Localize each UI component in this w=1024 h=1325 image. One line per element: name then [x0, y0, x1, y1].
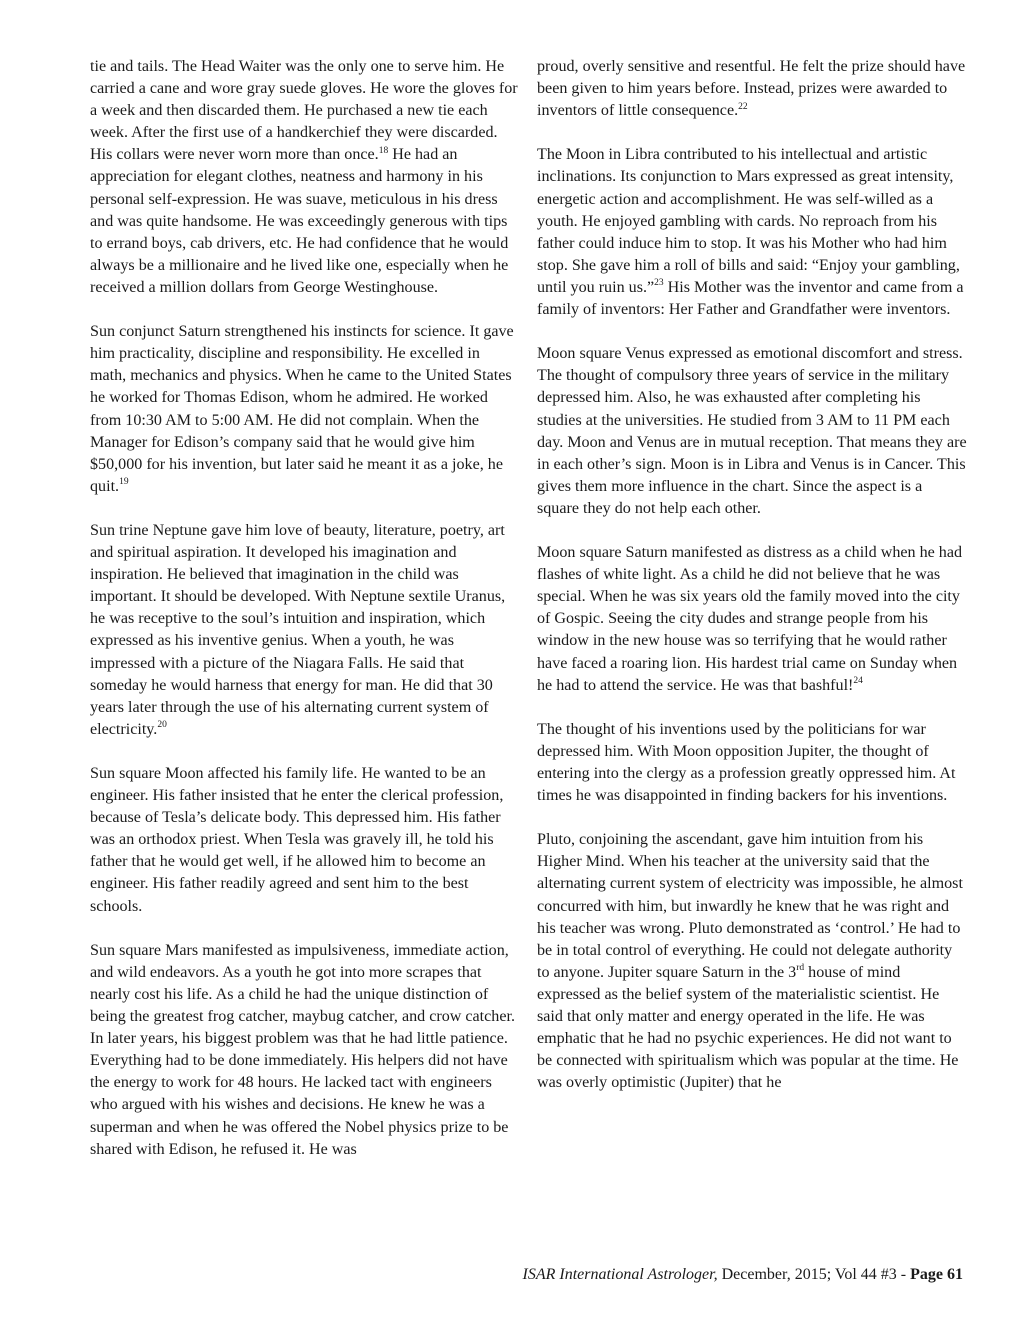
paragraph-text: The thought of his inventions used by the politicians for war depressed him. With Moon opposition Jupiter, the thought of entering into the clergy as a profession greatly oppressed him. At times he was disappointed in finding backers for his inventions. [537, 720, 956, 805]
paragraph [537, 144, 967, 321]
paragraph [90, 940, 518, 1161]
footnote-marker: 22 [738, 101, 748, 112]
publication-title: ISAR International Astrologer, [522, 1266, 718, 1283]
paragraph [90, 763, 518, 918]
paragraph [537, 56, 967, 122]
paragraph-text: Sun square Moon affected his family life. He wanted to be an engineer. His father insisted that he enter the clerical profession, because of Tesla’s delicate body. This depressed him. His father was an orthodox priest. When Tesla was gravely ill, he told his father that he would get well, if he allowed him to become an engineer. His father readily agreed and sent him to the best schools. [90, 765, 504, 915]
paragraph [90, 321, 518, 498]
page-number: Page 61 [910, 1266, 963, 1283]
footnote-marker: 23 [654, 278, 664, 289]
paragraph [537, 719, 967, 807]
paragraph-text: The Moon in Libra contributed to his intellectual and artistic inclinations. Its conjunction to Mars expressed as great intensity, energetic action and accomplishment. He was self-willed as a youth. He enjoyed gambling with cards. No reproach from his father could induce him to stop. It was his Mother who had him stop. She gave him a roll of bills and said: “Enjoy your gambling, until you ruin us.” [537, 146, 960, 296]
issue-info: December, 2015; Vol 44 #3 - [717, 1266, 911, 1283]
paragraph-text: Sun square Mars manifested as impulsiveness, immediate action, and wild endeavors. As a youth he got into more scrapes that nearly cost his life. As a child he had the unique distinction of being the greatest frog catcher, maybug catcher, and crow catcher. In later years, his biggest problem was that he had little patience. Everything had to be done immediately. His helpers did not have the energy to work for 48 hours. He lacked tact with engineers who argued with his wishes and decisions. He knew he was a superman and when he was offered the Nobel physics prize to be shared with Edison, he refused it. He was [90, 941, 515, 1158]
page-footer [0, 1266, 963, 1284]
footnote-marker: 18 [378, 145, 389, 156]
paragraph-text: Moon square Saturn manifested as distress as a child when he had flashes of white light. As a child he did not believe that he was special. When he was six years old the family moved into the city of Gospic. Seeing the city dudes and strange people from his window in the new house was so terrifying that he would rather have faced a roaring lion. His hardest trial came on Sunday when he had to attend the service. He was that bashful! [537, 544, 963, 694]
paragraph-text: He had an appreciation for elegant clothes, neatness and harmony in his personal self-expression. He was suave, meticulous in his dress and was quite handsome. He was exceedingly generous with tips to errand boys, cab drivers, etc. He had confidence that he would always be a millionaire and he lived like one, especially when he received a million dollars from George Westinghouse. [90, 146, 509, 296]
paragraph-text: Sun conjunct Saturn strengthened his instincts for science. It gave him practicality, discipline and responsibility. He excelled in math, mechanics and physics. When he came to the United States he worked for Thomas Edison, whom he admired. He worked from 10:30 AM to 5:00 AM. He did not complain. When the Manager for Edison’s company said that he would give him $50,000 for his invention, but later said he meant it as a joke, he quit. [90, 323, 514, 495]
paragraph-text: Pluto, conjoining the ascendant, gave him intuition from his Higher Mind. When his teacher at the university said that the alternating current system of electricity was impossible, he almost concurred with him, but inwardly he knew that he was right and his teacher was wrong. Pluto demonstrated as ‘control.’ He had to be in total control of everything. He could not delegate authority to anyone. Jupiter square Saturn in the 3 [537, 831, 963, 981]
paragraph-text: His Mother was the inventor and came from a family of inventors: Her Father and Grandfather were inventors. [537, 278, 964, 319]
paragraph [537, 829, 967, 1094]
footnote-marker: rd [796, 963, 805, 974]
left-column [90, 56, 518, 1183]
footnote-marker: 24 [853, 676, 863, 687]
right-column [537, 56, 967, 1117]
paragraph [537, 343, 967, 520]
paragraph-text: proud, overly sensitive and resentful. He felt the prize should have been given to him years before. Instead, prizes were awarded to inventors of little consequence. [537, 58, 966, 120]
footnote-marker: 19 [119, 477, 129, 488]
paragraph-text: tie and tails. The Head Waiter was the only one to serve him. He carried a cane and wore gray suede gloves. He wore the gloves for a week and then discarded them. He purchased a new tie each week. After the first use of a handkerchief they were discarded. His collars were never worn more than once. [90, 58, 518, 164]
paragraph [90, 520, 518, 741]
footnote-marker: 20 [157, 720, 167, 731]
paragraph-text: Moon square Venus expressed as emotional discomfort and stress. The thought of compulsory three years of service in the military depressed him. Also, he was exhausted after completing his studies at the universities. He studied from 3 AM to 11 PM each day. Moon and Venus are in mutual reception. That means they are in each other’s sign. Moon is in Libra and Venus is in Cancer. This gives them more influence in the chart. Since the aspect is a square they do not help each other. [537, 345, 967, 517]
paragraph-text: Sun trine Neptune gave him love of beauty, literature, poetry, art and spiritual aspiration. It developed his imagination and inspiration. He believed that imagination in the child was important. It should be developed. With Neptune sextile Uranus, he was receptive to the soul’s intuition and inspiration, which expressed as his inventive genius. When a youth, he was impressed with a picture of the Niagara Falls. He said that someday he would harness that energy for man. He did that 30 years later through the use of his alternating current system of electricity. [90, 521, 506, 738]
paragraph [90, 56, 518, 299]
paragraph [537, 542, 967, 697]
paragraph-text: house of mind expressed as the belief system of the materialistic scientist. He said that only matter and energy operated in the life. He was emphatic that he had no psychic experiences. He did not want to be connected with spiritualism which was popular at the time. He was overly optimistic (Jupiter) that he [537, 963, 959, 1092]
